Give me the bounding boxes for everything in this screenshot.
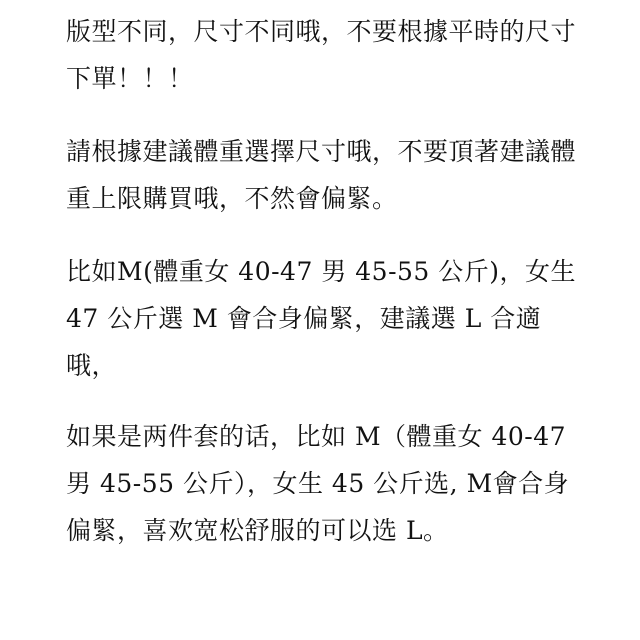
paragraph-sizing-warning: 版型不同，尺寸不同哦，不要根據平時的尺寸下單！！！ xyxy=(66,17,577,93)
paragraph-two-piece-set-example: 如果是两件套的话，比如 M（體重女 40-47 男 45-55 公斤），女生 45 公斤选, M會合身偏緊，喜欢宽松舒服的可以选 L。 xyxy=(66,422,575,545)
paragraph-weight-recommendation: 請根據建議體重選擇尺寸哦，不要頂著建議體重上限購買哦，不然會偏緊。 xyxy=(66,137,577,213)
paragraph-size-example-m: 比如M(體重女 40-47 男 45-55 公斤)，女生 47 公斤選 M 會合身偏緊，建議選 L 合適哦， xyxy=(66,257,585,380)
